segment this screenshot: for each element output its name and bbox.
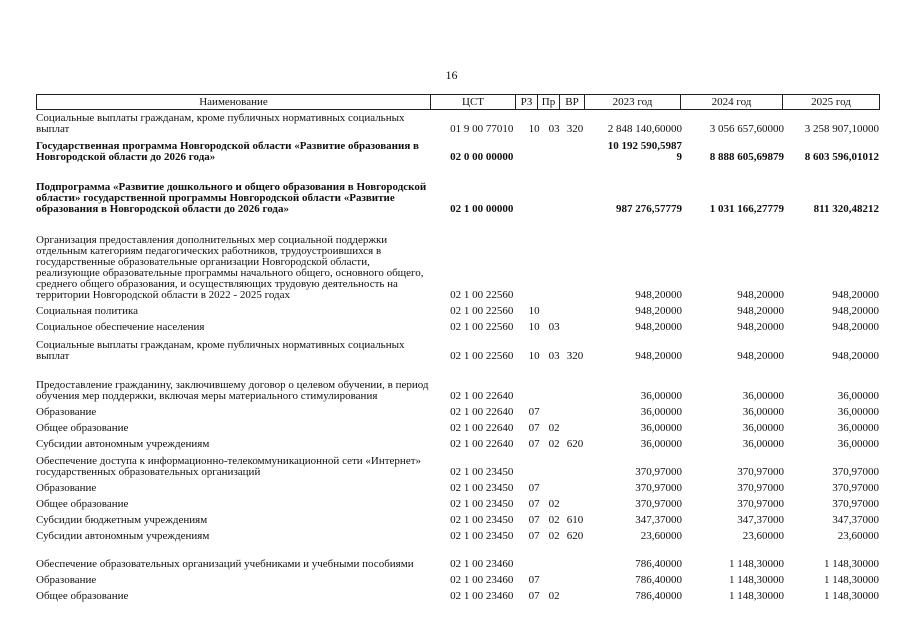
row-value-2023: 23,60000	[640, 530, 682, 542]
row-value-2024: 36,00000	[742, 390, 784, 402]
row-pr: 02	[548, 514, 560, 526]
table-body	[36, 111, 879, 602]
row-cst: 02 1 00 22640	[450, 406, 514, 418]
row-vr: 320	[566, 123, 584, 135]
table-row	[36, 402, 879, 418]
column-header-2023: 2023 год	[585, 95, 681, 110]
table-row	[36, 542, 879, 570]
row-value-2025: 8 603 596,01012	[804, 151, 879, 163]
row-value-2024: 370,97000	[737, 482, 784, 494]
row-vr: 620	[566, 438, 584, 450]
row-value-2024: 23,60000	[742, 530, 784, 542]
table-row	[36, 510, 879, 526]
row-name: Образование	[36, 574, 97, 586]
row-cst: 02 0 00 00000	[450, 151, 514, 163]
row-value-2024: 1 148,30000	[729, 558, 784, 570]
row-cst: 02 1 00 23460	[450, 558, 514, 570]
row-value-2025: 347,37000	[832, 514, 879, 526]
row-value-2024: 948,20000	[737, 350, 784, 362]
column-header-cst: ЦСТ	[431, 95, 516, 110]
row-pr: 02	[548, 590, 560, 602]
row-cst: 02 1 00 23450	[450, 530, 514, 542]
row-value-2025: 36,00000	[837, 406, 879, 418]
row-rz: 07	[528, 482, 540, 494]
table-header	[36, 94, 880, 110]
row-cst: 02 1 00 00000	[450, 203, 514, 215]
row-cst: 02 1 00 22560	[450, 350, 514, 362]
row-name: Субсидии автономным учреждениям	[36, 438, 210, 450]
table-row	[36, 450, 879, 478]
row-cst: 02 1 00 23450	[450, 482, 514, 494]
table-row	[36, 111, 879, 135]
row-cst: 02 1 00 22640	[450, 422, 514, 434]
row-value-2024: 1 148,30000	[729, 574, 784, 586]
row-value-2024: 36,00000	[742, 438, 784, 450]
row-value-2025: 370,97000	[832, 482, 879, 494]
row-value-2023: 948,20000	[635, 305, 682, 317]
row-value-2025: 811 320,48212	[813, 203, 879, 215]
row-name: Образование	[36, 406, 97, 418]
table-row	[36, 301, 879, 317]
table-row	[36, 526, 879, 542]
row-value-2023: 370,97000	[635, 466, 682, 478]
table-row	[36, 135, 879, 163]
row-value-2024: 370,97000	[737, 498, 784, 510]
row-rz: 10	[528, 350, 540, 362]
row-name: Субсидии бюджетным учреждениям	[36, 514, 208, 526]
row-value-2023: 36,00000	[640, 422, 682, 434]
row-cst: 02 1 00 22640	[450, 390, 514, 402]
table-row	[36, 478, 879, 494]
row-cst: 01 9 00 77010	[450, 123, 514, 135]
row-pr: 02	[548, 530, 560, 542]
row-value-2025: 370,97000	[832, 498, 879, 510]
row-value-2025: 1 148,30000	[824, 558, 879, 570]
row-value-2024: 1 148,30000	[729, 590, 784, 602]
row-pr: 03	[548, 123, 560, 135]
row-vr: 620	[566, 530, 584, 542]
row-cst: 02 1 00 23450	[450, 514, 514, 526]
row-rz: 07	[528, 530, 540, 542]
row-value-2024: 347,37000	[737, 514, 784, 526]
row-name: Общее образование	[36, 498, 129, 510]
row-rz: 10	[528, 123, 540, 135]
row-value-2025: 23,60000	[837, 530, 879, 542]
row-rz: 07	[528, 498, 540, 510]
row-value-2023: 948,20000	[635, 289, 682, 301]
row-value-2023: 370,97000	[635, 498, 682, 510]
row-name: Обеспечение доступа к информационно-телекоммуникационной сети «Интернет» государственных образовательных организаций	[36, 455, 422, 478]
row-value-2025: 36,00000	[837, 438, 879, 450]
row-value-2024: 8 888 605,69879	[709, 151, 784, 163]
table-row	[36, 163, 879, 215]
row-cst: 02 1 00 22560	[450, 321, 514, 333]
row-value-2023: 347,37000	[635, 514, 682, 526]
row-name: Социальные выплаты гражданам, кроме публичных нормативных социальных выплат	[36, 112, 405, 135]
table-row	[36, 418, 879, 434]
row-value-2024: 3 056 657,60000	[709, 123, 784, 135]
row-rz: 07	[528, 590, 540, 602]
row-pr: 03	[548, 350, 560, 362]
row-rz: 07	[528, 574, 540, 586]
row-value-2025: 370,97000	[832, 466, 879, 478]
row-name: Государственная программа Новгородской области «Развитие образования в Новгородской области до 2026 года»	[36, 140, 419, 163]
row-cst: 02 1 00 22560	[450, 305, 514, 317]
row-value-2025: 1 148,30000	[824, 574, 879, 586]
row-pr: 02	[548, 498, 560, 510]
row-value-2023: 370,97000	[635, 482, 682, 494]
row-value-2023: 987 276,57779	[616, 203, 682, 215]
row-value-2023: 948,20000	[635, 350, 682, 362]
row-value-2024: 36,00000	[742, 406, 784, 418]
row-value-2025: 1 148,30000	[824, 590, 879, 602]
row-value-2024: 948,20000	[737, 321, 784, 333]
row-pr: 02	[548, 422, 560, 434]
table-row	[36, 434, 879, 450]
row-value-2024: 370,97000	[737, 466, 784, 478]
row-cst: 02 1 00 23460	[450, 590, 514, 602]
row-name: Социальное обеспечение населения	[36, 321, 205, 333]
row-value-2023: 786,40000	[635, 590, 682, 602]
table-row	[36, 333, 879, 362]
row-value-2025: 948,20000	[832, 321, 879, 333]
row-pr: 03	[548, 321, 560, 333]
row-value-2025: 3 258 907,10000	[804, 123, 879, 135]
row-name: Социальная политика	[36, 305, 139, 317]
row-name: Общее образование	[36, 590, 129, 602]
row-value-2023: 36,00000	[640, 390, 682, 402]
row-vr: 320	[566, 350, 584, 362]
row-value-2023: 36,00000	[640, 406, 682, 418]
table-row	[36, 494, 879, 510]
row-name: Общее образование	[36, 422, 129, 434]
row-value-2024: 948,20000	[737, 289, 784, 301]
column-header-2024: 2024 год	[681, 95, 783, 110]
row-rz: 10	[528, 305, 540, 317]
row-rz: 07	[528, 406, 540, 418]
column-header-rz: РЗ	[516, 95, 538, 110]
row-rz: 07	[528, 514, 540, 526]
table-row	[36, 317, 879, 333]
row-value-2025: 36,00000	[837, 422, 879, 434]
row-value-2023: 786,40000	[635, 574, 682, 586]
row-rz: 10	[528, 321, 540, 333]
row-value-2024: 948,20000	[737, 305, 784, 317]
row-rz: 07	[528, 422, 540, 434]
column-header-pr: Пр	[538, 95, 560, 110]
table-row	[36, 570, 879, 586]
row-cst: 02 1 00 22640	[450, 438, 514, 450]
column-header-name: Наименование	[37, 95, 431, 110]
row-value-2025: 948,20000	[832, 305, 879, 317]
row-vr: 610	[566, 514, 584, 526]
row-value-2024: 36,00000	[742, 422, 784, 434]
row-name: Организация предоставления дополнительных мер социальной поддержки отдельным категориям педагогических работников, трудоустроившихся в государственные образовательные организации Новгородской области, реализующие образовательные программы начального общего, основного общего, среднего общего образования, и осуществляющих трудовую деятельность на территории Новгородской области в 2022 - 2025 годах	[36, 234, 424, 301]
row-value-2023: 36,00000	[640, 438, 682, 450]
row-cst: 02 1 00 22560	[450, 289, 514, 301]
row-name: Социальные выплаты гражданам, кроме публичных нормативных социальных выплат	[36, 339, 405, 362]
page-number: 16	[445, 68, 458, 82]
column-header-vr: ВР	[560, 95, 585, 110]
row-name: Обеспечение образовательных организаций учебниками и учебными пособиями	[36, 558, 414, 570]
row-value-2023: 2 848 140,60000	[607, 123, 682, 135]
row-pr: 02	[548, 438, 560, 450]
table-row	[36, 362, 879, 402]
row-value-2023: 786,40000	[635, 558, 682, 570]
row-cst: 02 1 00 23450	[450, 466, 514, 478]
row-cst: 02 1 00 23450	[450, 498, 514, 510]
table-row	[36, 215, 879, 301]
row-name: Предоставление гражданину, заключившему договор о целевом обучении, в период обучения мер поддержки, включая меры материального стимулирования	[36, 379, 429, 402]
row-value-2023: 10 192 590,5987 9	[607, 140, 682, 163]
row-value-2025: 36,00000	[837, 390, 879, 402]
row-value-2023: 948,20000	[635, 321, 682, 333]
row-cst: 02 1 00 23460	[450, 574, 514, 586]
row-rz: 07	[528, 438, 540, 450]
column-header-2025: 2025 год	[783, 95, 880, 110]
row-value-2025: 948,20000	[832, 350, 879, 362]
table-row	[36, 586, 879, 602]
row-name: Подпрограмма «Развитие дошкольного и общего образования в Новгородской области» государственной программы Новгородской области «Развитие образования в Новгородской области до 2026 года»	[36, 181, 427, 215]
row-name: Субсидии автономным учреждениям	[36, 530, 210, 542]
row-value-2025: 948,20000	[832, 289, 879, 301]
row-name: Образование	[36, 482, 97, 494]
row-value-2024: 1 031 166,27779	[709, 203, 784, 215]
